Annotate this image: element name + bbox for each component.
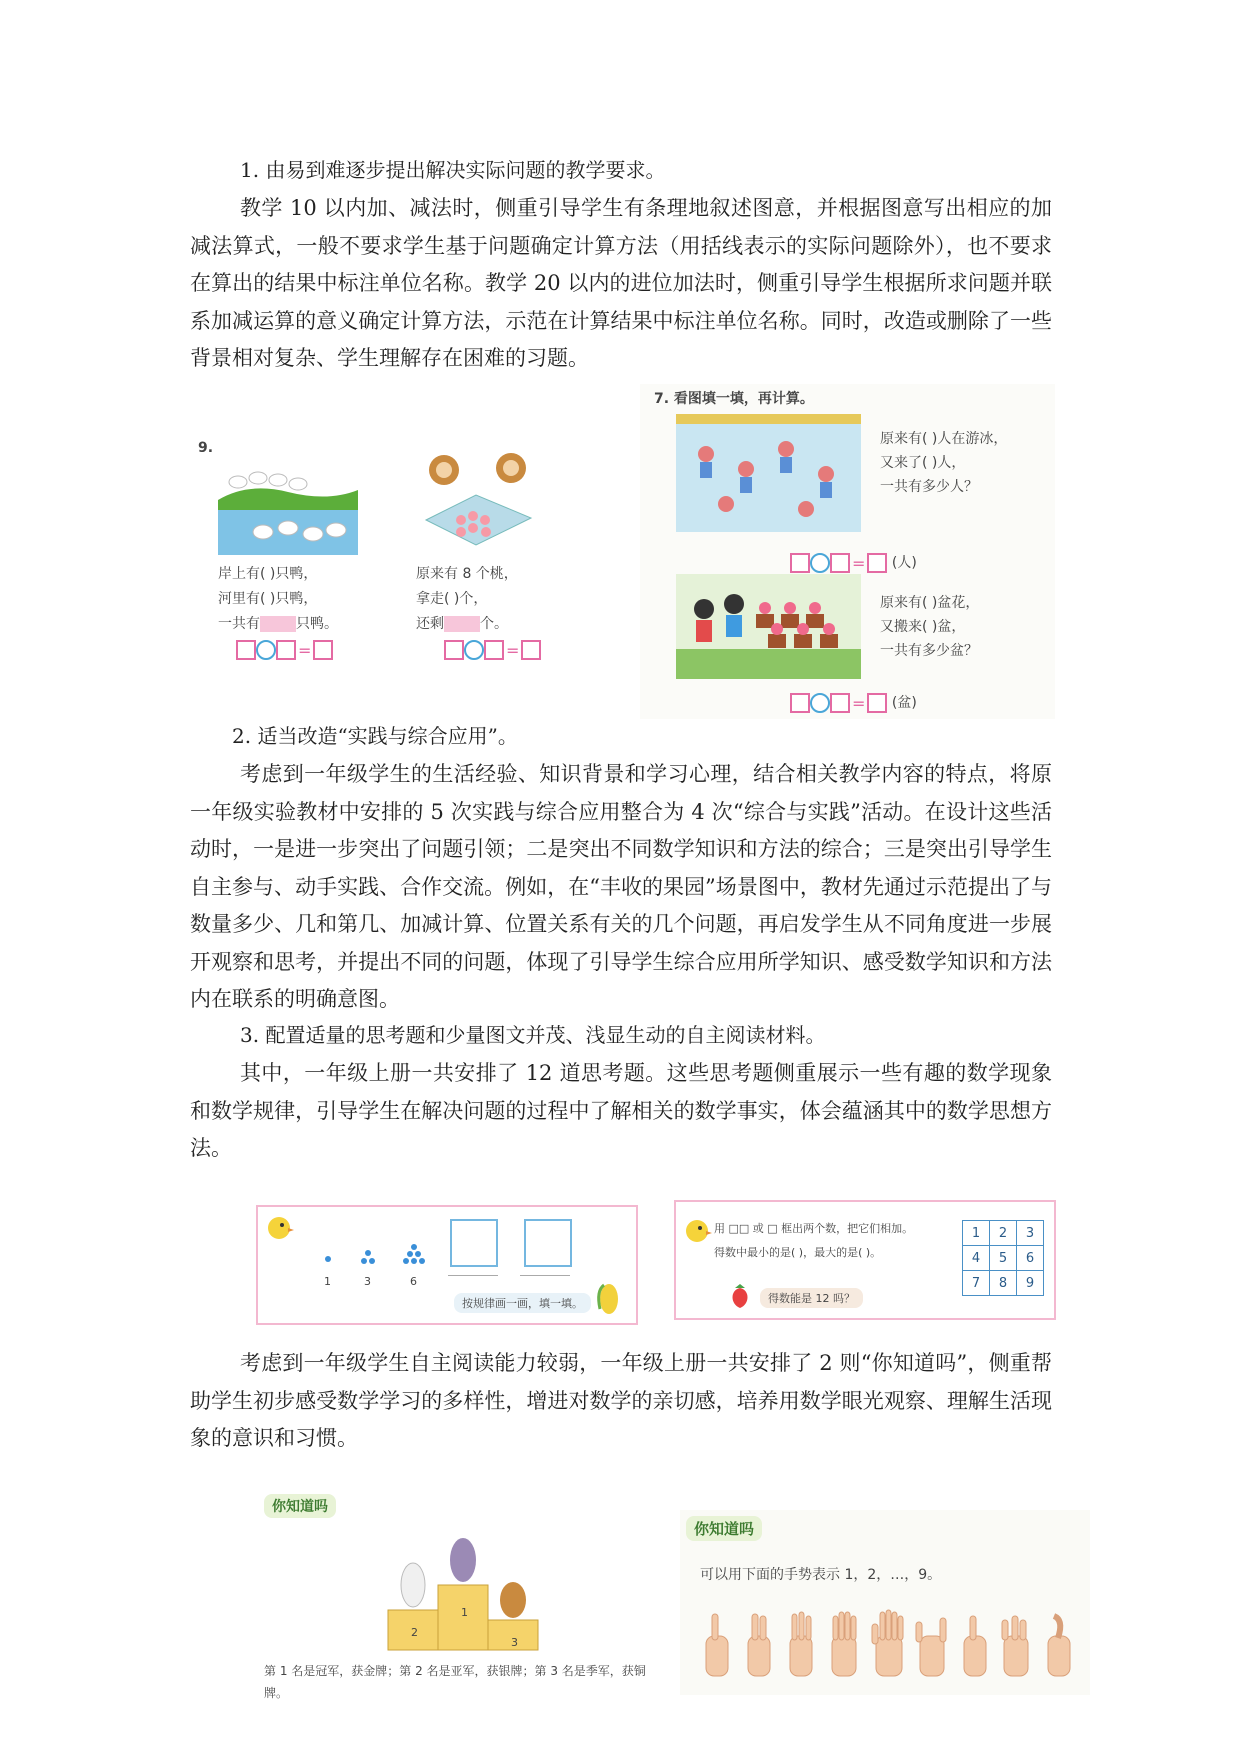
chick-icon (682, 1216, 712, 1246)
eq-box[interactable] (830, 553, 850, 573)
grid-sum-problem-panel (674, 1200, 1056, 1320)
eq-circle[interactable] (810, 553, 830, 573)
did-you-know-badge: 你知道吗 (264, 1494, 336, 1518)
podium-illustration (368, 1530, 558, 1655)
ducks-equation: = (236, 640, 333, 660)
swim-line3: 一共有多少人？ (880, 479, 978, 495)
eq-box[interactable] (276, 640, 296, 660)
section2-paragraph: 考虑到一年级学生的生活经验、知识背景和学习心理，结合相关教学内容的特点，将原一年级实验教材中安排的 5 次实践与综合应用整合为 4 次“综合与实践”活动。在设计这些活动时，一是进一步突出了问题引领；二是突出不同数学知识和方法的综合；三是突出引导学生自主参与、动手实践、合作交流。例如，在“丰收的果园”场景图中，教材先通过示范提出了与数量多少、几和第几、加减计算、位置关系有关的几个问题，再启发学生从不同角度进一步展开观察和思考，并提出不同的问题，体现了引导学生综合应用所学知识、感受数学知识和方法内在联系的明确意图。 (190, 762, 1052, 1011)
dot-label-6: 6 (410, 1275, 417, 1288)
draw-box-2[interactable] (524, 1219, 572, 1267)
grid-cell[interactable]: 6 (1017, 1246, 1044, 1271)
eq-box[interactable] (313, 640, 333, 660)
flowers-equation: = (盆) (790, 692, 917, 713)
eq-box[interactable] (484, 640, 504, 660)
grid-cell[interactable]: 9 (1017, 1271, 1044, 1296)
eq-box[interactable] (790, 553, 810, 573)
ducks-line3-post: 只鸭。 (296, 616, 338, 632)
peaches-equation: = (444, 640, 541, 660)
flowers-illustration (676, 574, 861, 679)
ducks-answer-blank[interactable] (260, 616, 296, 632)
swim-equation: = (人) (790, 552, 917, 573)
eq-box[interactable] (790, 693, 810, 713)
monkeys-peaches-illustration (416, 440, 536, 555)
flowers-line1: 原来有( )盆花， (880, 595, 980, 611)
swim-unit: (人) (891, 555, 917, 571)
flowers-line3: 一共有多少盆？ (880, 643, 978, 659)
ducks-illustration (218, 460, 358, 555)
section2-heading: 2. 适当改造“实践与综合应用”。 (232, 724, 518, 748)
flowers-unit: (盆) (891, 695, 917, 711)
ducks-line2: 河里有( )只鸭， (218, 591, 318, 607)
eq-box[interactable] (867, 693, 887, 713)
answer-line-2[interactable] (520, 1275, 570, 1276)
podium-number-2: 2 (411, 1626, 418, 1639)
ducks-line1: 岸上有( )只鸭， (218, 566, 318, 582)
grid-cell[interactable]: 4 (963, 1246, 990, 1271)
grid-cell[interactable]: 2 (990, 1221, 1017, 1246)
podium-caption: 第 1 名是冠军，获金牌；第 2 名是亚军，获银牌；第 3 名是季军，获铜牌。 (264, 1664, 646, 1700)
eq-box[interactable] (867, 553, 887, 573)
eq-circle[interactable] (464, 640, 484, 660)
corn-character-icon (594, 1279, 624, 1319)
eq-circle[interactable] (256, 640, 276, 660)
peaches-line2: 拿走( )个， (416, 591, 488, 607)
peaches-line1: 原来有 8 个桃， (416, 566, 518, 582)
section4-paragraph: 考虑到一年级学生自主阅读能力较弱，一年级上册一共安排了 2 则“你知道吗”，侧重帮助学生初步感受数学学习的多样性，增进对数学的亲切感，培养用数学眼光观察、理解生活现象的意识和习惯。 (190, 1351, 1052, 1450)
draw-box-1[interactable] (450, 1219, 498, 1267)
grid-question-line1: 用 □□ 或 □ 框出两个数，把它们相加。 (714, 1222, 914, 1235)
podium-number-3: 3 (511, 1636, 518, 1649)
peaches-line3-post: 个。 (480, 616, 508, 632)
grid-cell[interactable]: 8 (990, 1271, 1017, 1296)
pattern-problem-panel (256, 1205, 638, 1325)
section3-heading: 3. 配置适量的思考题和少量图文并茂、浅显生动的自主阅读材料。 (240, 1023, 826, 1047)
answer-line-1[interactable] (448, 1275, 498, 1276)
eq-box[interactable] (830, 693, 850, 713)
ducks-line3-pre: 一共有 (218, 616, 260, 632)
swim-line1: 原来有( )人在游冰， (880, 431, 1008, 447)
swim-line2: 又来了( )人， (880, 455, 966, 471)
grid-question-bubble: 得数能是 12 吗？ (760, 1288, 863, 1308)
swimming-illustration (676, 414, 861, 532)
grid-cell[interactable]: 5 (990, 1246, 1017, 1271)
chick-icon (264, 1213, 294, 1243)
podium-did-you-know-panel (258, 1490, 658, 1700)
pattern-hint-bubble: 按规律画一画，填一填。 (454, 1293, 591, 1313)
grid-cell[interactable]: 7 (963, 1271, 990, 1296)
podium-number-1: 1 (461, 1606, 468, 1619)
did-you-know-badge: 你知道吗 (686, 1516, 762, 1541)
hands-did-you-know-panel (680, 1510, 1090, 1695)
eq-box[interactable] (236, 640, 256, 660)
section1-heading: 1. 由易到难逐步提出解决实际问题的教学要求。 (240, 158, 666, 182)
strawberry-icon (726, 1282, 754, 1310)
eq-box[interactable] (521, 640, 541, 660)
peaches-line3-pre: 还剩 (416, 616, 444, 632)
dot-label-3: 3 (364, 1275, 371, 1288)
grid-question-line2: 得数中最小的是( )，最大的是( )。 (714, 1246, 882, 1259)
eq-box[interactable] (444, 640, 464, 660)
section1-paragraph: 教学 10 以内加、减法时，侧重引导学生有条理地叙述图意，并根据图意写出相应的加减法算式，一般不要求学生基于问题确定计算方法（用括线表示的实际问题除外），也不要求在算出的结果中标注单位名称。教学 20 以内的进位加法时，侧重引导学生根据所求问题并联系加减运算的意义确定计算方法，示范在计算结果中标注单位名称。同时，改造或删除了一些背景相对复杂、学生理解存在困难的习题。 (190, 196, 1052, 370)
dot-pattern (318, 1239, 438, 1279)
exercise-9-number: 9. (198, 440, 214, 456)
hand-gestures-illustration (698, 1606, 1078, 1681)
eq-circle[interactable] (810, 693, 830, 713)
number-grid (962, 1220, 1044, 1296)
exercise-7-title: 7. 看图填一填，再计算。 (654, 391, 814, 407)
figure-exercises-9 (196, 440, 636, 690)
grid-cell[interactable]: 1 (963, 1221, 990, 1246)
peaches-answer-blank[interactable] (444, 616, 480, 632)
hands-caption: 可以用下面的手势表示 1，2，…，9。 (700, 1567, 942, 1583)
grid-cell[interactable]: 3 (1017, 1221, 1044, 1246)
dot-label-1: 1 (324, 1275, 331, 1288)
section3-paragraph: 其中，一年级上册一共安排了 12 道思考题。这些思考题侧重展示一些有趣的数学现象和数学规律，引导学生在解决问题的过程中了解相关的数学事实，体会蕴涵其中的数学思想方法。 (190, 1061, 1052, 1160)
flowers-line2: 又搬来( )盆， (880, 619, 966, 635)
figure-exercise-7 (640, 384, 1055, 719)
